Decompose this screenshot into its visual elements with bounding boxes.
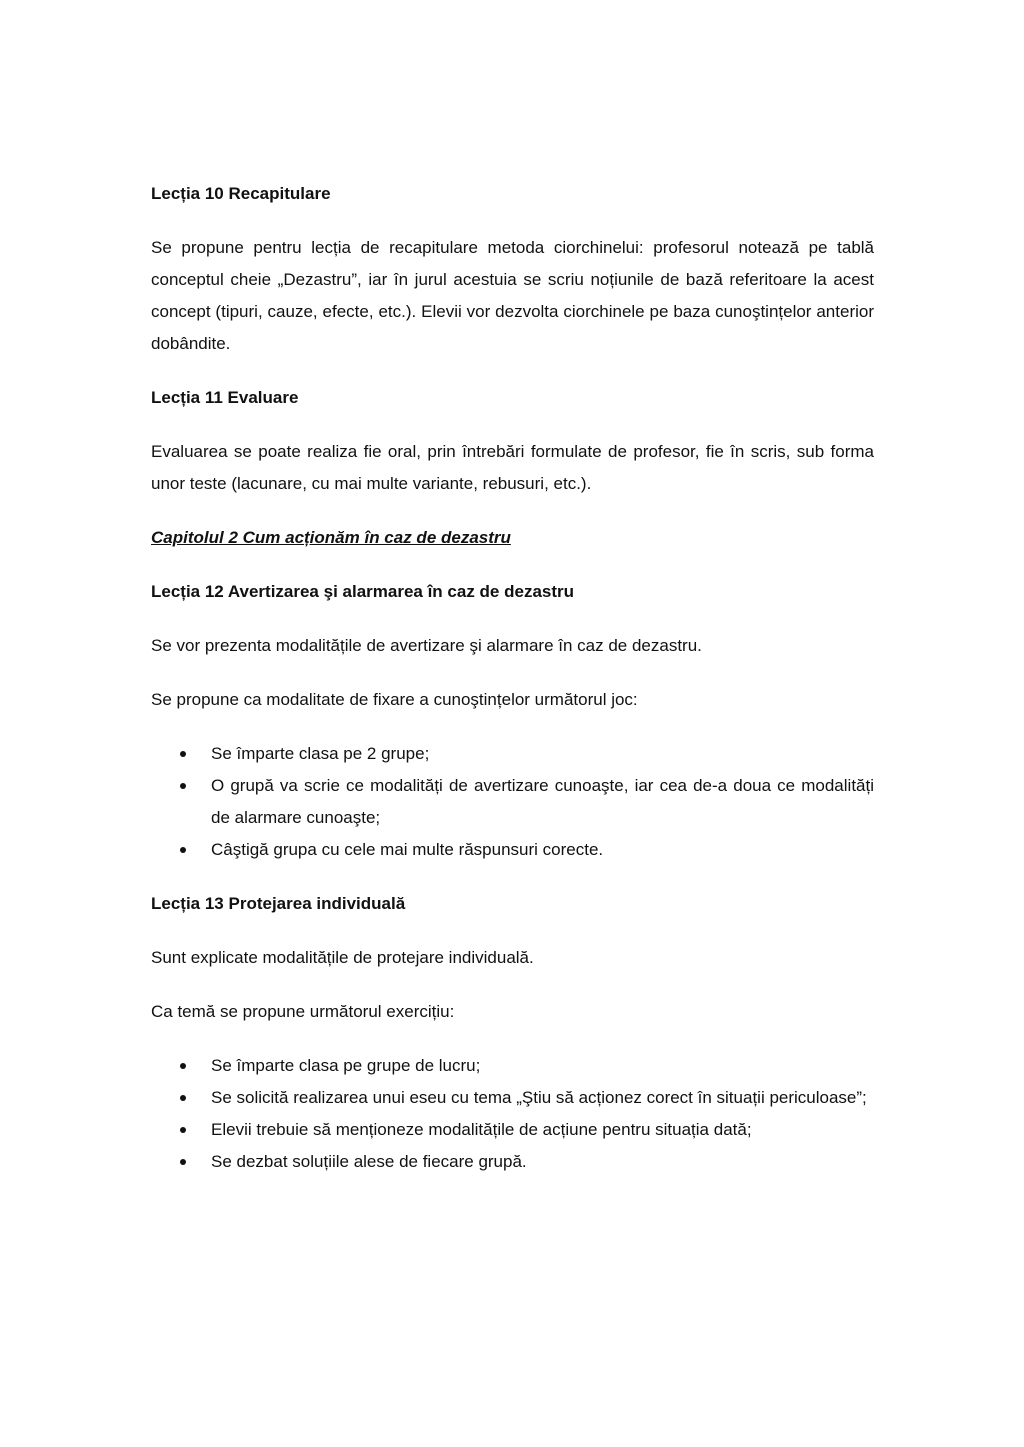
document-page (151, 178, 874, 1200)
bullet-icon (180, 847, 186, 853)
lesson-12-paragraph-1: Se vor prezenta modalitățile de avertizare şi alarmare în caz de dezastru. (151, 636, 702, 655)
list-item-text: Se împarte clasa pe 2 grupe; (211, 744, 430, 763)
list-item (151, 1082, 874, 1114)
bullet-icon (180, 751, 186, 757)
lesson-13-paragraph-2: Ca temă se propune următorul exercițiu: (151, 1002, 455, 1021)
lesson-11-paragraph: Evaluarea se poate realiza fie oral, prin întrebări formulate de profesor, fie în scris, sub forma unor teste (lacunare, cu mai multe variante, rebusuri, etc.). (151, 442, 874, 493)
lesson-12-heading: Lecția 12 Avertizarea şi alarmarea în caz de dezastru (151, 582, 575, 601)
list-item-text: Elevii trebuie să menționeze modalitățile de acțiune pentru situația dată; (211, 1120, 752, 1139)
list-item (151, 1050, 874, 1082)
list-item-text: Se solicită realizarea unui eseu cu tema „Ştiu să acționez corect în situații periculoase”; (211, 1088, 867, 1107)
bullet-icon (180, 1063, 186, 1069)
list-item (151, 770, 874, 834)
bullet-icon (180, 1095, 186, 1101)
lesson-10-paragraph: Se propune pentru lecția de recapitulare metoda ciorchinelui: profesorul notează pe tablă conceptul cheie „Dezastru”, iar în jurul acestuia se scriu noțiunile de bază referitoare la acest concept (tipuri, cauze, efecte, etc.). Elevii vor dezvolta ciorchinele pe baza cunoştințelor anterior dobândite. (151, 238, 874, 353)
bullet-icon (180, 783, 186, 789)
list-item-text: O grupă va scrie ce modalități de avertizare cunoaşte, iar cea de-a doua ce modalități de alarmare cunoaşte; (211, 776, 874, 827)
list-item (151, 1114, 874, 1146)
lesson-12-bullet-list (151, 738, 874, 866)
list-item (151, 1146, 874, 1178)
lesson-12-paragraph-2: Se propune ca modalitate de fixare a cunoştințelor următorul joc: (151, 690, 638, 709)
lesson-10-heading: Lecția 10 Recapitulare (151, 184, 331, 203)
list-item-text: Se dezbat soluțiile alese de fiecare grupă. (211, 1152, 527, 1171)
bullet-icon (180, 1127, 186, 1133)
list-item (151, 738, 874, 770)
chapter-2-title: Capitolul 2 Cum acționăm în caz de dezastru (151, 528, 511, 547)
bullet-icon (180, 1159, 186, 1165)
lesson-13-heading: Lecția 13 Protejarea individuală (151, 894, 406, 913)
list-item-text: Câştigă grupa cu cele mai multe răspunsuri corecte. (211, 840, 604, 859)
list-item-text: Se împarte clasa pe grupe de lucru; (211, 1056, 481, 1075)
lesson-11-heading: Lecția 11 Evaluare (151, 388, 299, 407)
lesson-13-bullet-list (151, 1050, 874, 1178)
lesson-13-paragraph-1: Sunt explicate modalitățile de protejare individuală. (151, 948, 534, 967)
list-item (151, 834, 874, 866)
